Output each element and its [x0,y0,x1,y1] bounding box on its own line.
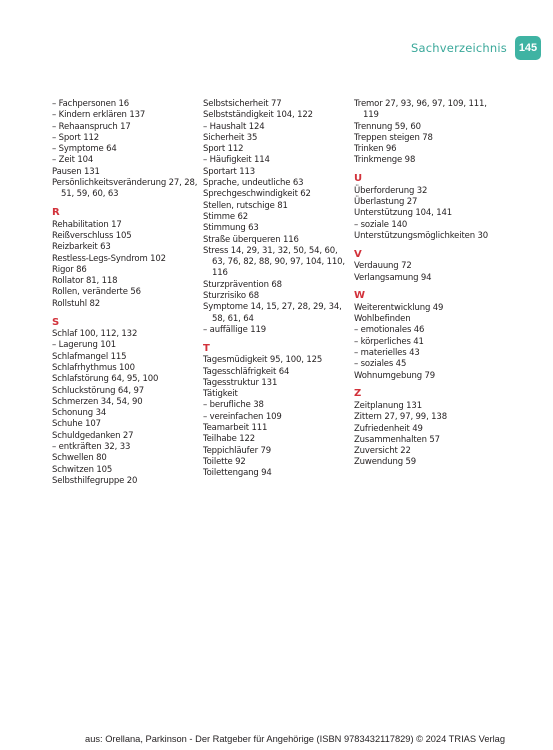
index-entry: Teamarbeit 111 [203,423,268,434]
index-entry: Sicherheit 35 [203,132,258,143]
index-entry: – Symptome 64 [52,144,117,155]
index-entry: Toilettengang 94 [203,468,272,479]
index-column-2 [203,99,353,480]
index-entry: Stimmung 63 [203,223,259,234]
index-letter-heading: Z [354,388,362,400]
index-entry: – vereinfachen 109 [203,411,282,422]
index-entry: – Häufigkeit 114 [203,155,270,166]
index-entry: Wohlbefinden [354,314,411,325]
index-entry: Stellen, rutschige 81 [203,200,288,211]
index-letter-heading: W [354,290,365,302]
index-entry: Tagesstruktur 131 [203,377,278,388]
index-entry: – auffällige 119 [203,324,266,335]
index-entry: Tätigkeit [203,389,238,400]
index-entry: Trennung 59, 60 [354,121,421,132]
index-entry: – soziales 45 [354,359,407,370]
index-letter-heading: S [52,316,60,328]
index-entry: Schlafmangel 115 [52,351,127,362]
index-entry: Schuldgedanken 27 [52,430,134,441]
index-entry: Schwitzen 105 [52,464,113,475]
index-entry: Schwellen 80 [52,453,107,464]
index-entry: Rollator 81, 118 [52,276,118,287]
index-entry: Teilhabe 122 [203,434,256,445]
index-entry: Zittern 27, 97, 99, 138 [354,412,447,423]
index-entry: – emotionales 46 [354,325,425,336]
index-entry: Wohnumgebung 79 [354,370,436,381]
index-entry: Pausen 131 [52,166,100,177]
index-column-3 [354,99,504,469]
index-entry: – Rehaanspruch 17 [52,121,131,132]
index-entry: Sprechgeschwindigkeit 62 [203,189,311,200]
index-entry: Rollstuhl 82 [52,298,101,309]
index-entry: Stress 14, 29, 31, 32, 50, 54, 60, 63, 76, 82, 88, 90, 97, 104, 110, 116 [203,245,345,279]
index-entry: Schonung 34 [52,408,107,419]
index-letter-heading: V [354,248,362,260]
index-entry: Zusammenhalten 57 [354,434,440,445]
page-header [411,36,541,60]
index-entry: Sturzrisiko 68 [203,291,259,302]
index-entry: Überlastung 27 [354,197,418,208]
source-footer: aus: Orellana, Parkinson - Der Ratgeber für Angehörige (ISBN 9783432117829) © 2024 TRIAS Verlag [85,734,505,744]
index-entry: Selbstständigkeit 104, 122 [203,110,313,121]
page-number-badge: 145 [515,36,541,60]
index-entry: Überforderung 32 [354,185,428,196]
index-entry: Weiterentwicklung 49 [354,302,444,313]
index-entry: Straße überqueren 116 [203,234,299,245]
index-entry: Schlafrhythmus 100 [52,362,135,373]
index-entry: Zeitplanung 131 [354,400,422,411]
index-entry: Rollen, veränderte 56 [52,287,141,298]
index-entry: Selbsthilfegruppe 20 [52,475,138,486]
index-entry: Selbstsicherheit 77 [203,99,282,109]
index-entry: Unterstützungsmöglichkeiten 30 [354,230,489,241]
index-entry: – Haushalt 124 [203,121,265,132]
index-entry: Zufriedenheit 49 [354,423,423,434]
index-entry: Schuhe 107 [52,419,101,430]
index-entry: Sturzprävention 68 [203,279,282,290]
index-entry: Unterstützung 104, 141 [354,208,453,219]
index-entry: Treppen steigen 78 [354,132,433,143]
index-entry: Verdauung 72 [354,261,412,272]
index-entry: – Sport 112 [52,132,100,143]
index-entry: – Zeit 104 [52,155,94,166]
index-entry: – Fachpersonen 16 [52,99,130,109]
index-entry: Restless-Legs-Syndrom 102 [52,253,166,264]
index-entry: Reizbarkeit 63 [52,242,111,253]
index-entry: – Kindern erklären 137 [52,110,146,121]
index-entry: Schlaf 100, 112, 132 [52,329,138,340]
index-letter-heading: U [354,173,362,185]
index-entry: Tagesschläfrigkeit 64 [203,366,290,377]
index-entry: Verlangsamung 94 [354,272,432,283]
section-title: Sachverzeichnis [411,41,507,55]
index-entry: Tremor 27, 93, 96, 97, 109, 111, 119 [354,99,487,121]
index-letter-heading: T [203,342,210,354]
index-column-1 [52,99,202,487]
index-entry: Rehabilitation 17 [52,219,122,230]
index-entry: – materielles 43 [354,348,420,359]
index-entry: Teppichläufer 79 [203,445,271,456]
index-entry: Stimme 62 [203,211,249,222]
index-entry: Toilette 92 [203,456,246,467]
index-entry: Rigor 86 [52,264,87,275]
index-letter-heading: R [52,207,60,219]
index-entry: Sport 112 [203,144,244,155]
index-entry: Persönlichkeitsveränderung 27, 28, 51, 59, 60, 63 [52,178,198,200]
index-entry: Reißverschluss 105 [52,230,132,241]
index-entry: – berufliche 38 [203,400,264,411]
index-entry: Trinkmenge 98 [354,155,416,166]
index-entry: Symptome 14, 15, 27, 28, 29, 34, 58, 61, 64 [203,302,342,324]
index-entry: – soziale 140 [354,219,408,230]
index-entry: Zuversicht 22 [354,446,411,457]
index-entry: Sprache, undeutliche 63 [203,178,304,189]
index-entry: – entkräften 32, 33 [52,442,131,453]
index-entry: – körperliches 41 [354,336,424,347]
index-entry: Schlafstörung 64, 95, 100 [52,374,159,385]
index-entry: Schmerzen 34, 54, 90 [52,396,143,407]
index-entry: Zuwendung 59 [354,457,417,468]
index-entry: – Lagerung 101 [52,340,117,351]
index-entry: Sportart 113 [203,166,255,177]
index-entry: Schluckstörung 64, 97 [52,385,145,396]
index-entry: Trinken 96 [354,144,397,155]
index-entry: Tagesmüdigkeit 95, 100, 125 [203,355,323,366]
